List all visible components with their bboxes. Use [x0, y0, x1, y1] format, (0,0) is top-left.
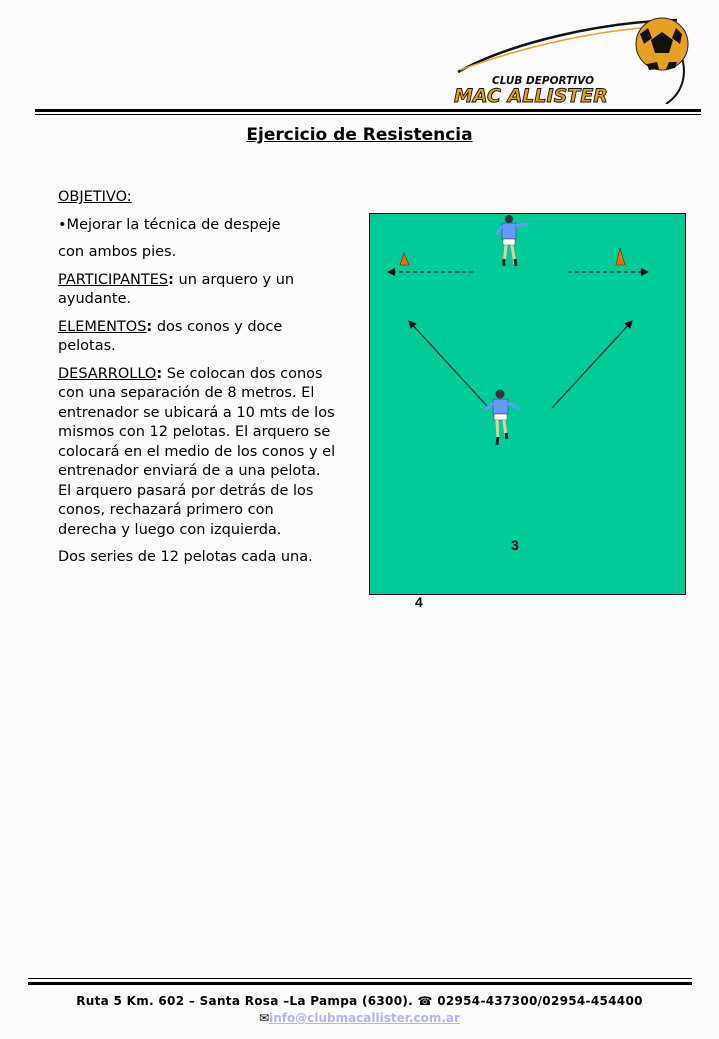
- objetivo-line1: •Mejorar la técnica de despeje: [58, 216, 281, 233]
- exercise-description: [58, 188, 336, 576]
- email-link[interactable]: info@clubmacallister.com.ar: [269, 1011, 460, 1025]
- elementos-heading: ELEMENTOS: [58, 318, 147, 335]
- header-rule: [35, 109, 701, 112]
- logo-line1: CLUB DEPORTIVO: [492, 75, 595, 87]
- envelope-icon: ✉: [259, 1011, 270, 1025]
- training-field-diagram: [369, 213, 686, 595]
- footer-email-line: [0, 1011, 719, 1025]
- field-area: [370, 214, 686, 595]
- logo-line2: MAC ALLISTER: [454, 85, 608, 104]
- elementos-text: dos conos y doce pelotas.: [58, 318, 283, 354]
- desarrollo-colon: :: [156, 365, 163, 382]
- elementos-paragraph: [58, 318, 336, 357]
- participantes-paragraph: [58, 271, 336, 310]
- footer-address: Ruta 5 Km. 602 – Santa Rosa –La Pampa (6300). ☎ 02954-437300/02954-454400: [76, 994, 643, 1008]
- desarrollo-heading: DESARROLLO: [58, 365, 157, 382]
- objetivo-heading: OBJETIVO:: [58, 189, 132, 205]
- participantes-text: un arquero y un ayudante.: [58, 271, 295, 307]
- page-title: Ejercicio de Resistencia: [246, 125, 473, 145]
- label-4: 4: [415, 594, 423, 610]
- participantes-heading: PARTICIPANTES: [58, 271, 169, 288]
- participantes-colon: :: [168, 271, 174, 288]
- footer-rule-thin: [28, 978, 692, 979]
- elementos-colon: :: [146, 318, 153, 335]
- desarrollo-paragraph: [58, 365, 336, 541]
- soccer-ball-icon: [636, 18, 688, 70]
- desarrollo-text: Se colocan dos conos con una separación de 8 metros. El entrenador se ubicará a 10 mts de los mismos con 12 pelotas. El arquero se colocará en el medio de los conos y el entrenador enviará de a una pelota. El arquero pasará por detrás de los conos, rechazará primero con derecha y luego con izquierda.: [58, 365, 336, 538]
- footer-rule: [28, 982, 692, 985]
- series-text: Dos series de 12 pelotas cada una.: [58, 549, 313, 565]
- objetivo-line2: con ambos pies.: [58, 244, 177, 260]
- club-logo: [452, 12, 702, 104]
- label-3: 3: [511, 537, 519, 553]
- header-rule-thin: [35, 114, 701, 115]
